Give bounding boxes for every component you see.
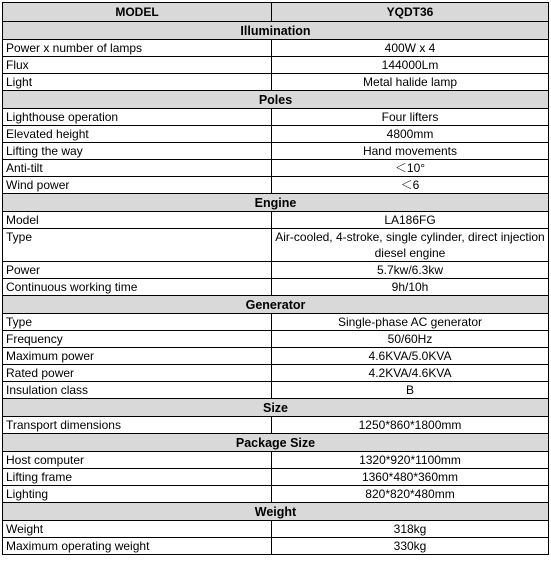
row-value: 1320*920*1100mm xyxy=(272,452,549,469)
row-value: Four lifters xyxy=(272,109,549,126)
row-label: Lighthouse operation xyxy=(3,109,272,126)
section-title: Weight xyxy=(3,503,549,521)
table-row xyxy=(3,212,549,229)
table-row xyxy=(3,348,549,365)
table-row xyxy=(3,417,549,434)
section-title: Generator xyxy=(3,296,549,314)
spec-table xyxy=(2,2,549,555)
row-value: 330kg xyxy=(272,538,549,555)
row-value: LA186FG xyxy=(272,212,549,229)
row-label: Flux xyxy=(3,57,272,74)
row-label: Elevated height xyxy=(3,126,272,143)
table-row xyxy=(3,126,549,143)
row-label: Light xyxy=(3,74,272,91)
table-row xyxy=(3,160,549,177)
row-value: 4800mm xyxy=(272,126,549,143)
table-row xyxy=(3,452,549,469)
table-row xyxy=(3,74,549,91)
row-value: 400W x 4 xyxy=(272,40,549,57)
table-row xyxy=(3,521,549,538)
row-label: Frequency xyxy=(3,331,272,348)
section-row-weight xyxy=(3,503,549,521)
row-value: Hand movements xyxy=(272,143,549,160)
row-label: Insulation class xyxy=(3,382,272,399)
row-label: Power xyxy=(3,262,272,279)
row-value: 144000Lm xyxy=(272,57,549,74)
section-title: Size xyxy=(3,399,549,417)
row-value: ＜6 xyxy=(272,177,549,194)
table-row xyxy=(3,314,549,331)
row-label: Host computer xyxy=(3,452,272,469)
row-label: Continuous working time xyxy=(3,279,272,296)
row-value: 1250*860*1800mm xyxy=(272,417,549,434)
table-row xyxy=(3,229,549,262)
row-label: Lighting xyxy=(3,486,272,503)
model-header-label: MODEL xyxy=(3,3,272,22)
section-title: Poles xyxy=(3,91,549,109)
row-value: Single-phase AC generator xyxy=(272,314,549,331)
row-value: 9h/10h xyxy=(272,279,549,296)
section-title: Engine xyxy=(3,194,549,212)
table-row xyxy=(3,143,549,160)
section-title: Package Size xyxy=(3,434,549,452)
row-label: Anti-tilt xyxy=(3,160,272,177)
table-row xyxy=(3,331,549,348)
row-label: Lifting frame xyxy=(3,469,272,486)
row-value: B xyxy=(272,382,549,399)
table-row xyxy=(3,40,549,57)
section-row-illumination xyxy=(3,22,549,40)
row-value: ＜10° xyxy=(272,160,549,177)
table-row xyxy=(3,486,549,503)
table-row xyxy=(3,109,549,126)
section-title: Illumination xyxy=(3,22,549,40)
section-row-engine xyxy=(3,194,549,212)
row-value: 4.2KVA/4.6KVA xyxy=(272,365,549,382)
row-value: 50/60Hz xyxy=(272,331,549,348)
table-row xyxy=(3,469,549,486)
row-label: Rated power xyxy=(3,365,272,382)
table-row xyxy=(3,538,549,555)
row-label: Power x number of lamps xyxy=(3,40,272,57)
row-value: 820*820*480mm xyxy=(272,486,549,503)
row-value: 318kg xyxy=(272,521,549,538)
table-row xyxy=(3,262,549,279)
section-row-generator xyxy=(3,296,549,314)
row-label: Maximum operating weight xyxy=(3,538,272,555)
row-label: Maximum power xyxy=(3,348,272,365)
table-row xyxy=(3,382,549,399)
row-label: Wind power xyxy=(3,177,272,194)
section-row-size xyxy=(3,399,549,417)
table-row xyxy=(3,279,549,296)
model-header-value: YQDT36 xyxy=(272,3,549,22)
row-label: Type xyxy=(3,229,272,262)
section-row-poles xyxy=(3,91,549,109)
row-value: Metal halide lamp xyxy=(272,74,549,91)
table-row xyxy=(3,365,549,382)
row-value: 1360*480*360mm xyxy=(272,469,549,486)
row-label: Lifting the way xyxy=(3,143,272,160)
table-row xyxy=(3,177,549,194)
row-label: Type xyxy=(3,314,272,331)
row-label: Model xyxy=(3,212,272,229)
table-row xyxy=(3,57,549,74)
row-value: 4.6KVA/5.0KVA xyxy=(272,348,549,365)
row-value: Air-cooled, 4-stroke, single cylinder, direct injection diesel engine xyxy=(272,229,549,262)
row-label: Weight xyxy=(3,521,272,538)
row-value: 5.7kw/6.3kw xyxy=(272,262,549,279)
section-row-package-size xyxy=(3,434,549,452)
table-header-row xyxy=(3,3,549,22)
row-label: Transport dimensions xyxy=(3,417,272,434)
